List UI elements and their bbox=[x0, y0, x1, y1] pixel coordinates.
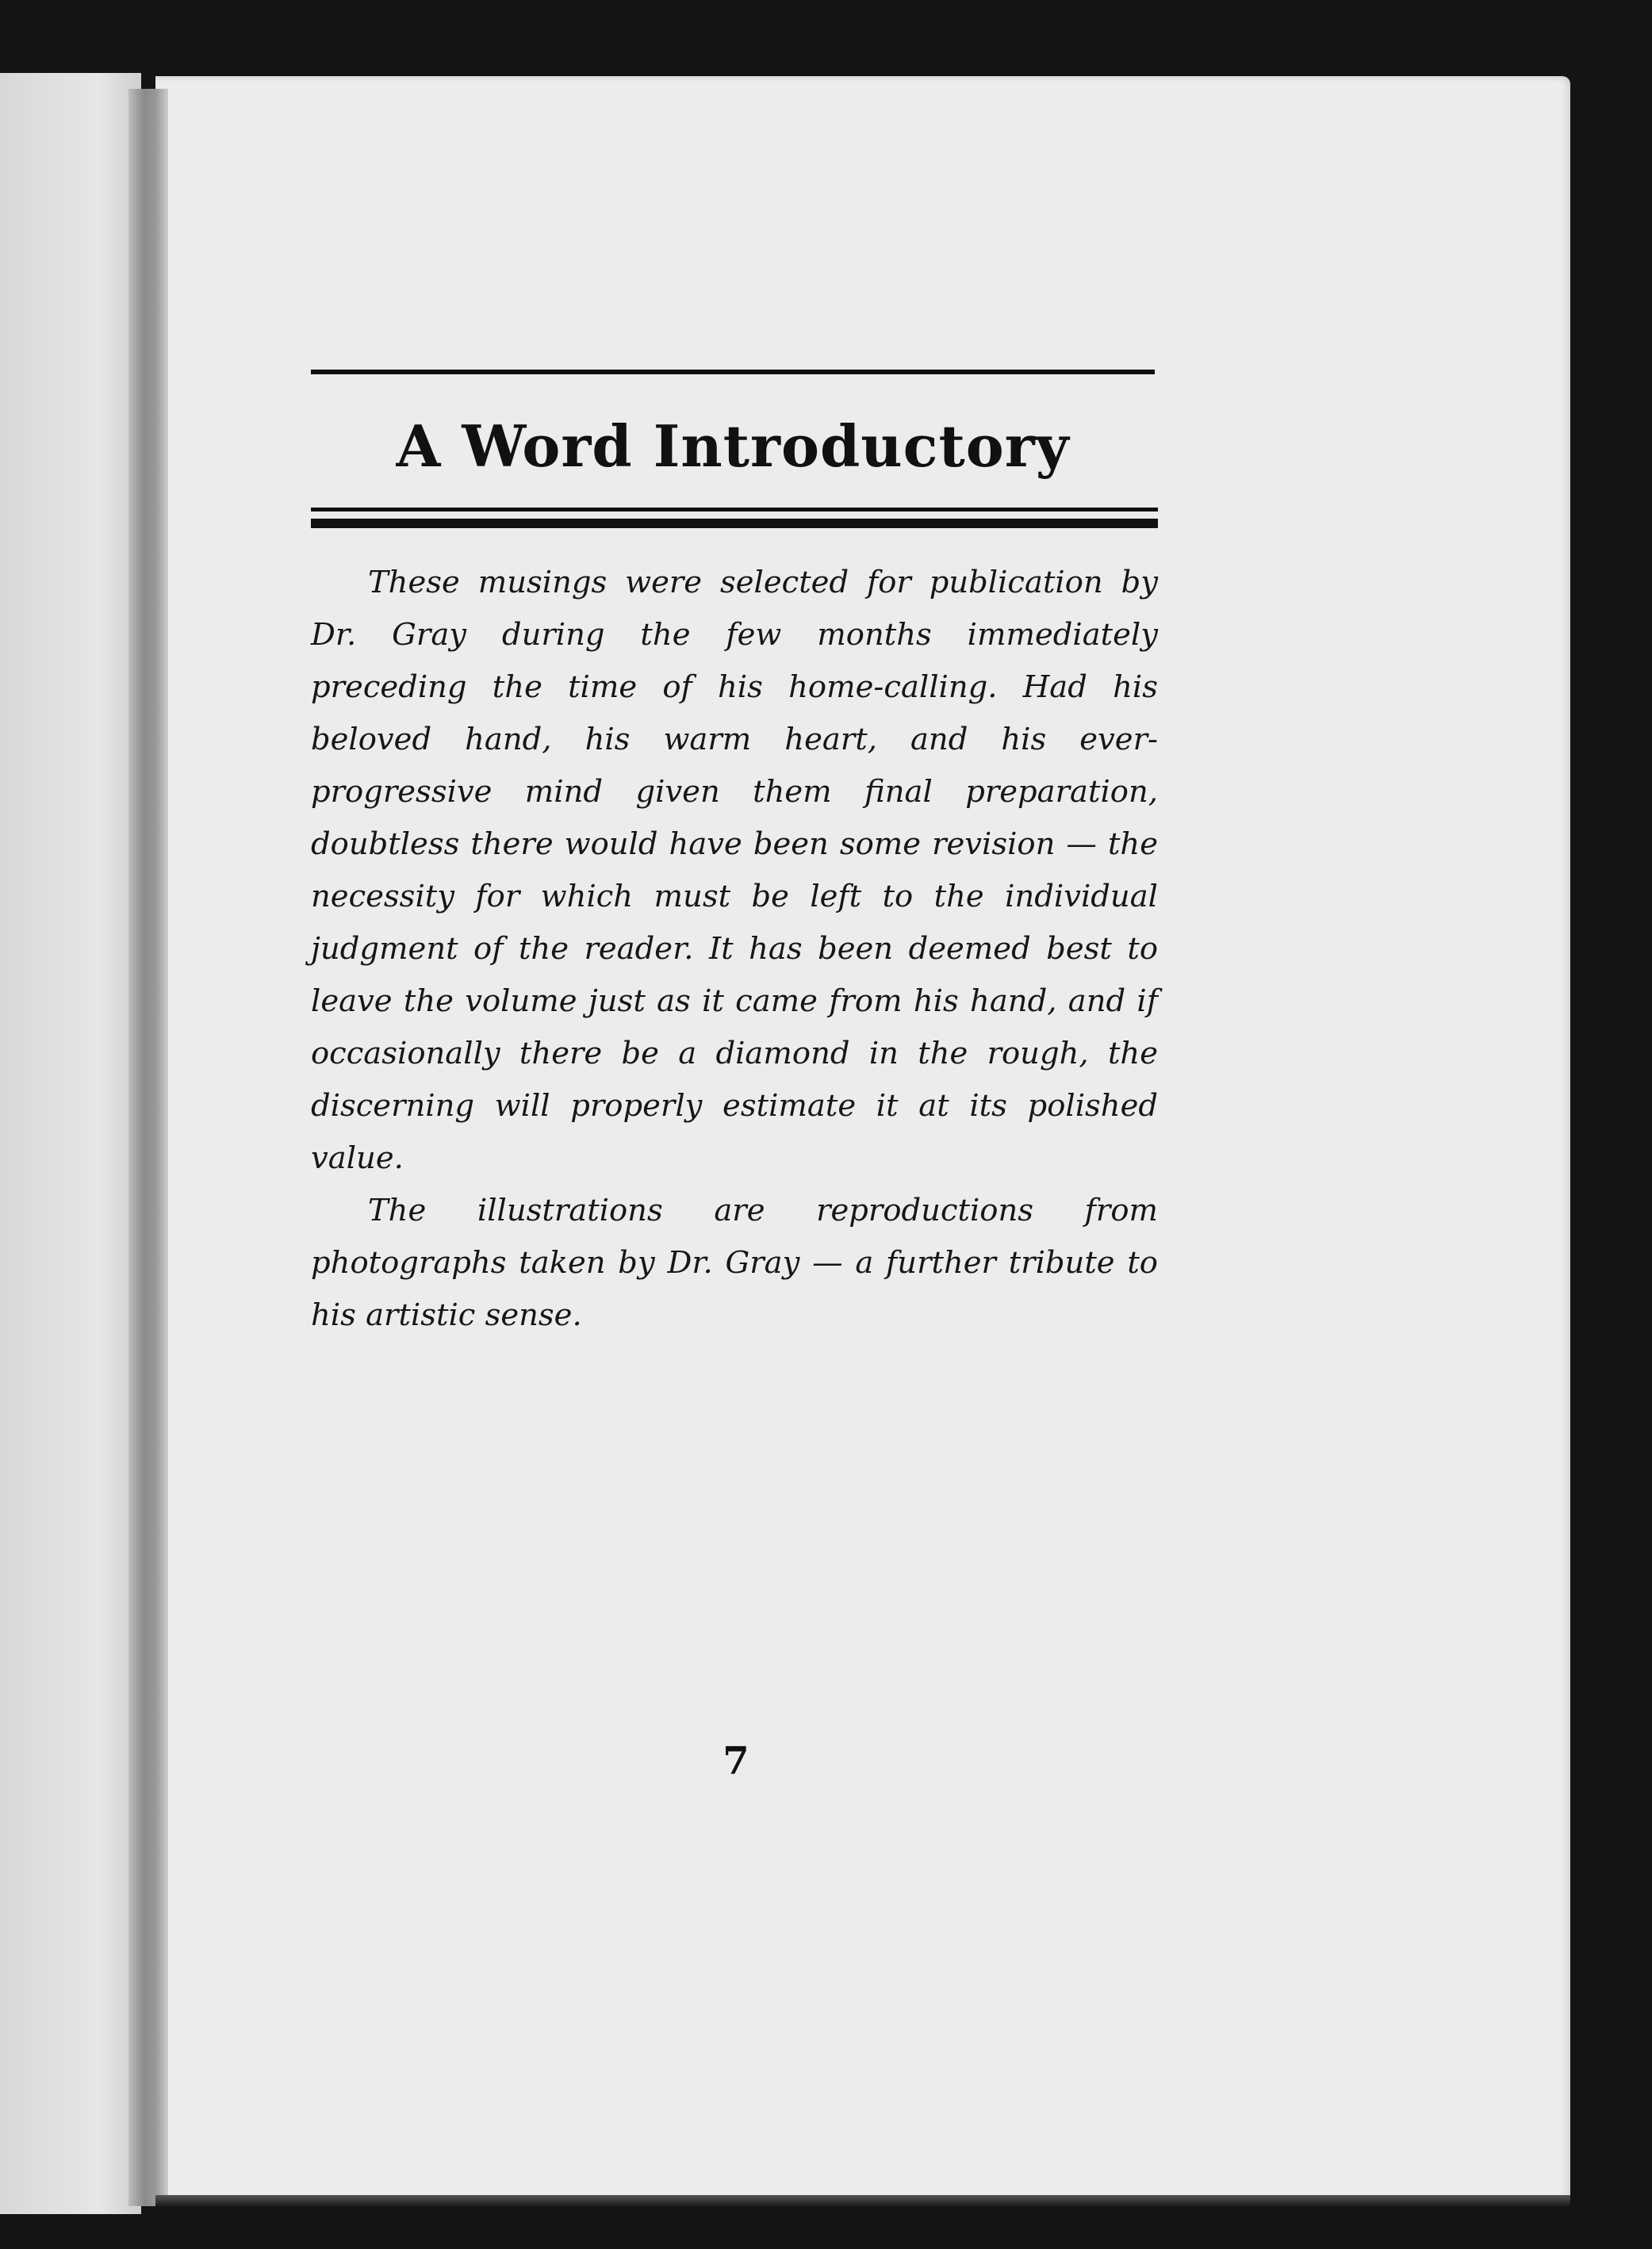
heading-bottom-rule-thin bbox=[311, 508, 1158, 511]
paragraph-2: The illustrations are reproductions from photographs taken by Dr. Gray — a further tribute to his artistic sense. bbox=[311, 1193, 1158, 1333]
introduction-body bbox=[311, 557, 1158, 1342]
heading-bottom-rule-thick bbox=[311, 519, 1158, 528]
heading-top-rule bbox=[311, 370, 1155, 374]
page-bottom-edge bbox=[155, 2195, 1570, 2206]
facing-page-edge bbox=[0, 73, 141, 2214]
page-heading: A Word Introductory bbox=[396, 412, 1070, 480]
paragraph-1: These musings were selected for publication by Dr. Gray during the few months immediately preceding the time of his home-calling. Had his beloved hand, his warm heart, and his ever-progressive mind given them final preparation, doubtless there would have been some revision — the necessity for which must be left to the individual judgment of the reader. It has been deemed best to leave the volume just as it came from his hand, and if occasionally there be a diamond in the rough, the discerning will properly estimate it at its polished value. bbox=[311, 565, 1158, 1176]
book-gutter bbox=[128, 89, 168, 2206]
page-number: 7 bbox=[723, 1739, 749, 1783]
